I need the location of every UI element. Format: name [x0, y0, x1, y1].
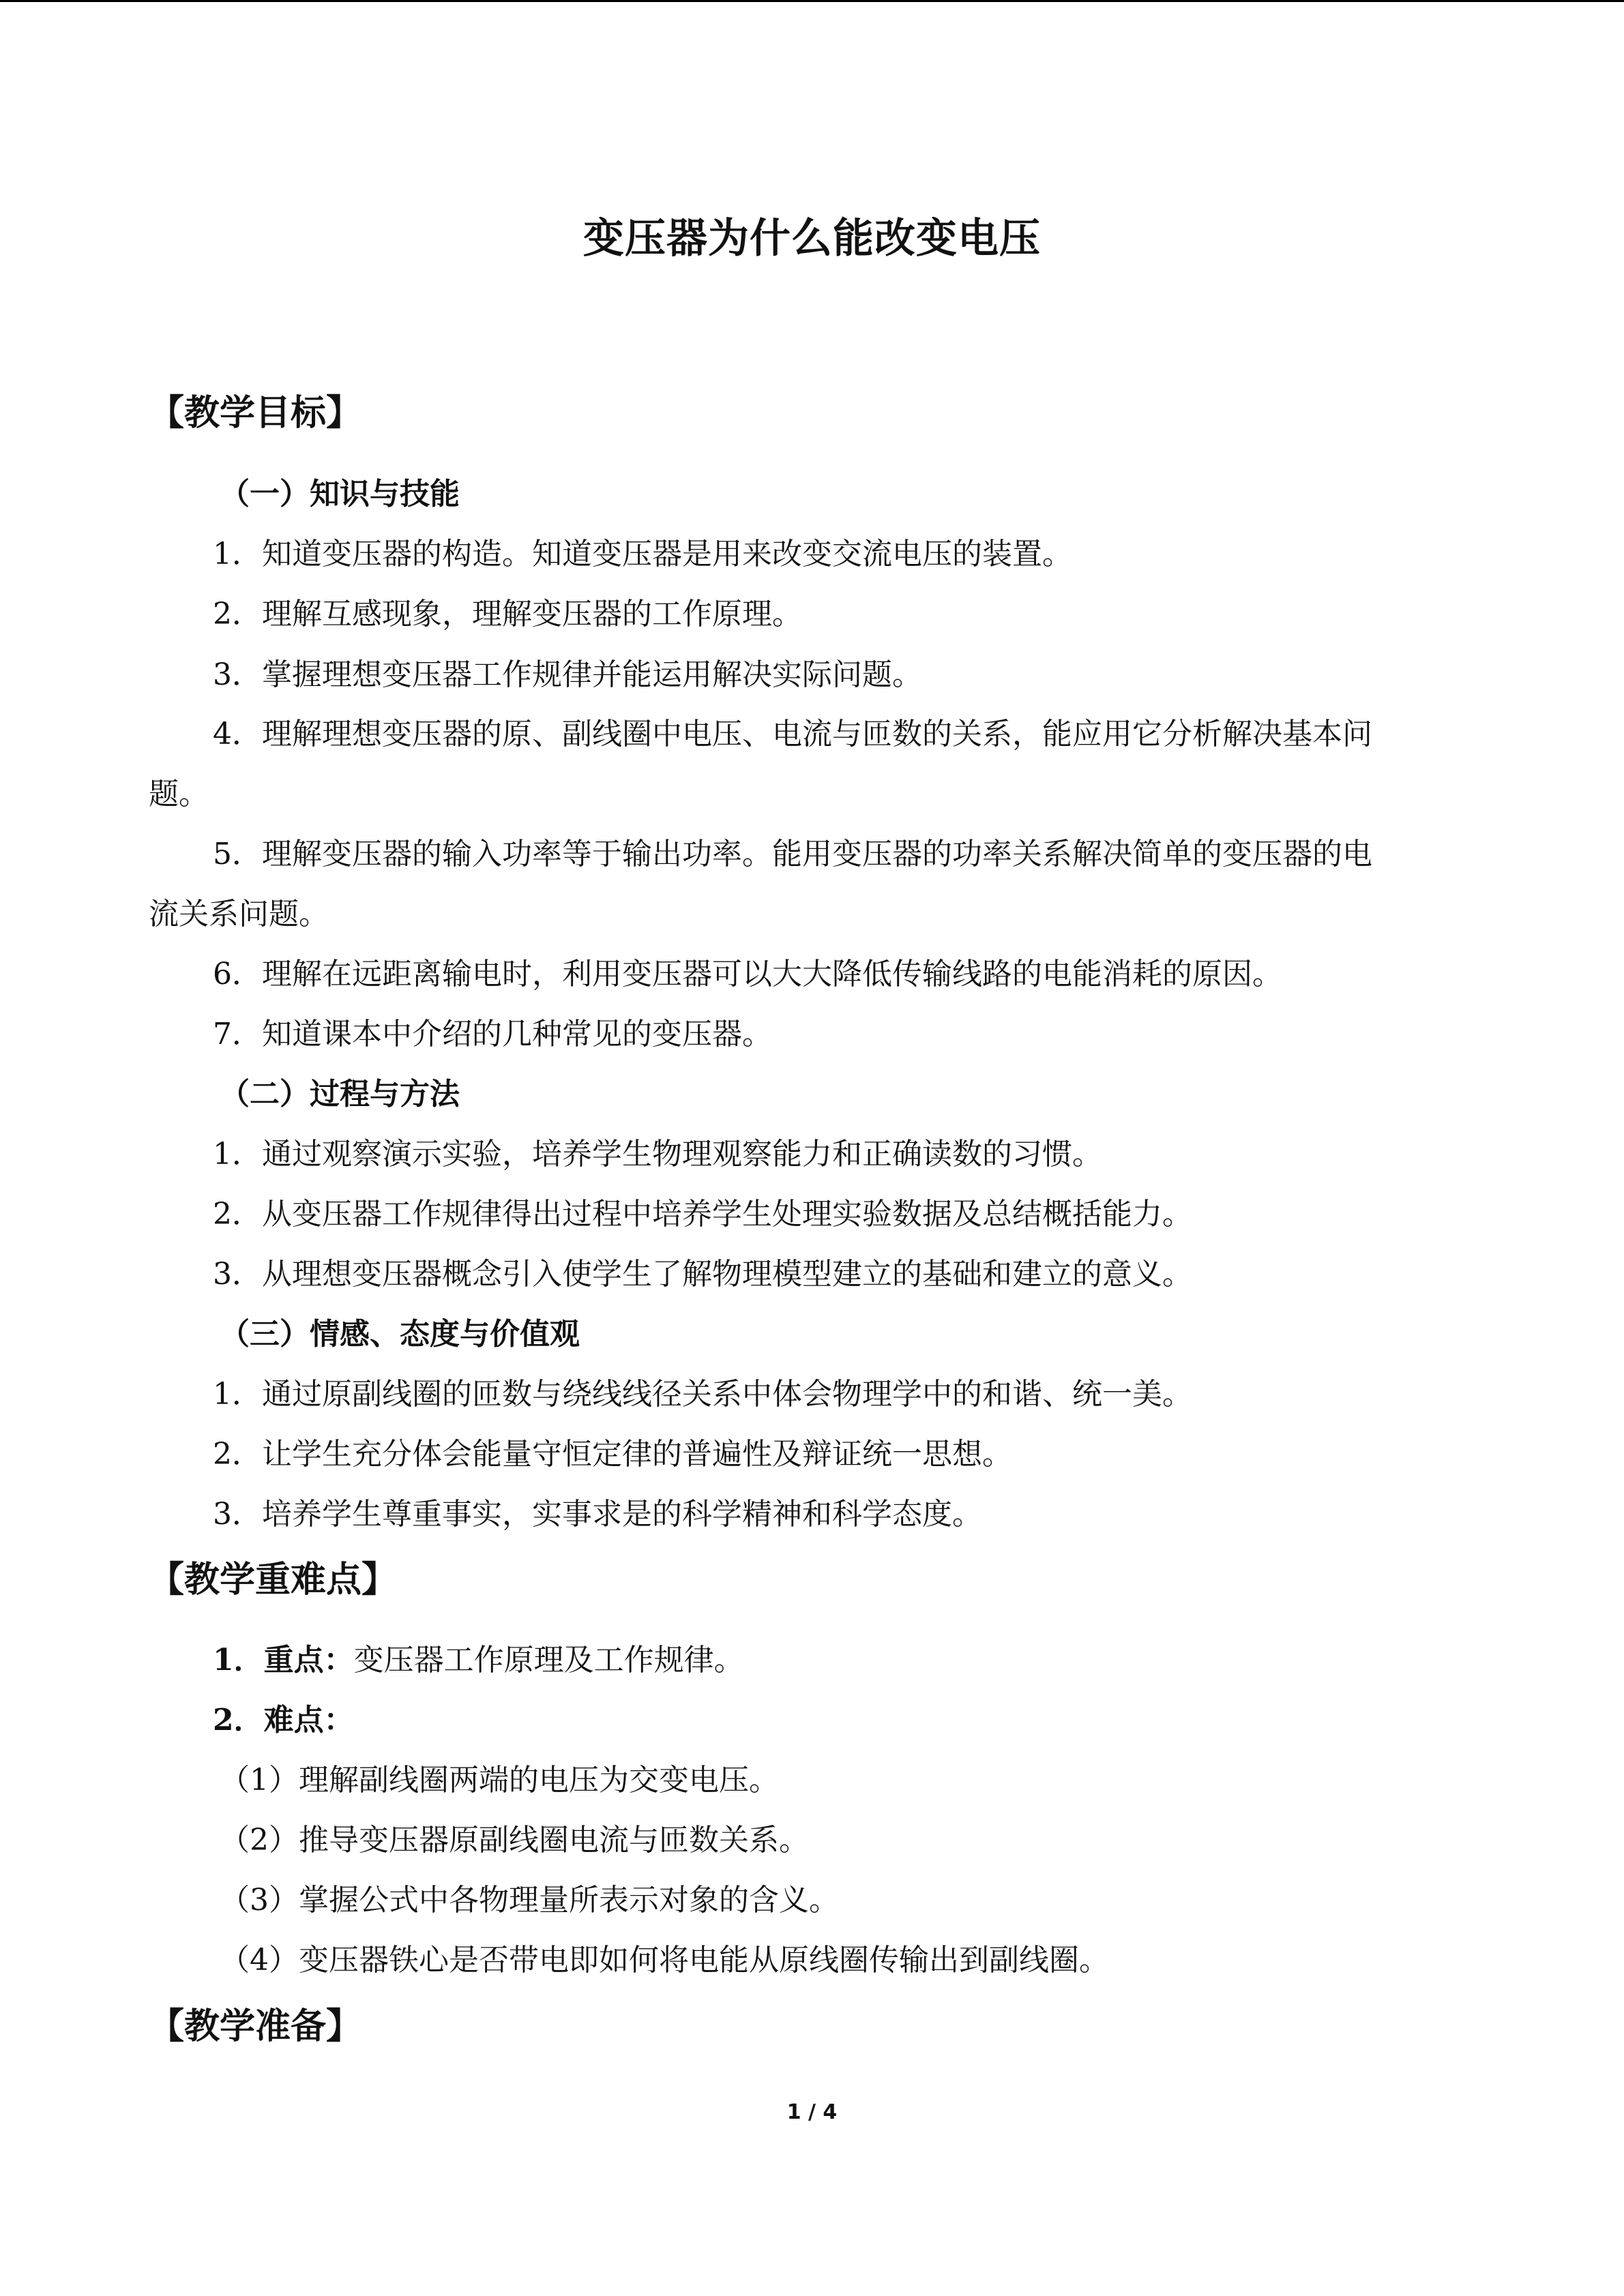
knowledge-item-4-line-2: 题。 — [149, 777, 209, 811]
values-item-1: 1．通过原副线圈的匝数与绕线线径关系中体会物理学中的和谐、统一美。 — [213, 1377, 1192, 1412]
focus-text: 变压器工作原理及工作规律。 — [353, 1643, 744, 1678]
knowledge-item-6: 6．理解在远距离输电时，利用变压器可以大大降低传输线路的电能消耗的原因。 — [213, 957, 1282, 992]
page-title: 变压器为什么能改变电压 — [583, 215, 1041, 263]
difficulty-point — [213, 1700, 1475, 1741]
values-heading: （三）情感、态度与价值观 — [220, 1317, 580, 1352]
difficulty-item-4: （4）变压器铁心是否带电即如何将电能从原线圈传输出到副线圈。 — [220, 1943, 1109, 1978]
process-methods-heading: （二）过程与方法 — [220, 1077, 460, 1112]
objectives-heading: 【教学目标】 — [149, 392, 362, 434]
key-points-heading: 【教学重难点】 — [149, 1559, 398, 1600]
knowledge-item-7: 7．知道课本中介绍的几种常见的变压器。 — [213, 1017, 772, 1052]
knowledge-item-5-line-1: 5．理解变压器的输入功率等于输出功率。能用变压器的功率关系解决简单的变压器的电 — [213, 837, 1372, 871]
preparation-heading: 【教学准备】 — [149, 2006, 362, 2047]
process-item-3: 3．从理想变压器概念引入使学生了解物理模型建立的基础和建立的意义。 — [213, 1257, 1192, 1292]
knowledge-skills-heading: （一）知识与技能 — [220, 477, 460, 511]
focus-point — [213, 1640, 1475, 1681]
page-top-border — [0, 0, 1624, 2]
difficulty-label: 2．难点： — [213, 1703, 354, 1738]
values-item-2: 2．让学生充分体会能量守恒定律的普遍性及辩证统一思想。 — [213, 1437, 1012, 1472]
difficulty-item-2: （2）推导变压器原副线圈电流与匝数关系。 — [220, 1823, 809, 1858]
knowledge-item-2: 2．理解互感现象，理解变压器的工作原理。 — [213, 597, 802, 631]
knowledge-item-3: 3．掌握理想变压器工作规律并能运用解决实际问题。 — [213, 657, 922, 692]
focus-label: 1．重点： — [213, 1643, 354, 1678]
process-item-1: 1．通过观察演示实验，培养学生物理观察能力和正确读数的习惯。 — [213, 1137, 1102, 1172]
difficulty-item-1: （1）理解副线圈两端的电压为交变电压。 — [220, 1763, 779, 1798]
knowledge-item-1: 1．知道变压器的构造。知道变压器是用来改变交流电压的装置。 — [213, 537, 1072, 571]
knowledge-item-5-line-2: 流关系问题。 — [149, 897, 329, 931]
knowledge-item-4-line-1: 4．理解理想变压器的原、副线圈中电压、电流与匝数的关系，能应用它分析解决基本问 — [213, 717, 1372, 751]
values-item-3: 3．培养学生尊重事实，实事求是的科学精神和科学态度。 — [213, 1497, 982, 1532]
process-item-2: 2．从变压器工作规律得出过程中培养学生处理实验数据及总结概括能力。 — [213, 1197, 1192, 1232]
page-number: 1 / 4 — [786, 2100, 838, 2124]
difficulty-item-3: （3）掌握公式中各物理量所表示对象的含义。 — [220, 1883, 839, 1918]
